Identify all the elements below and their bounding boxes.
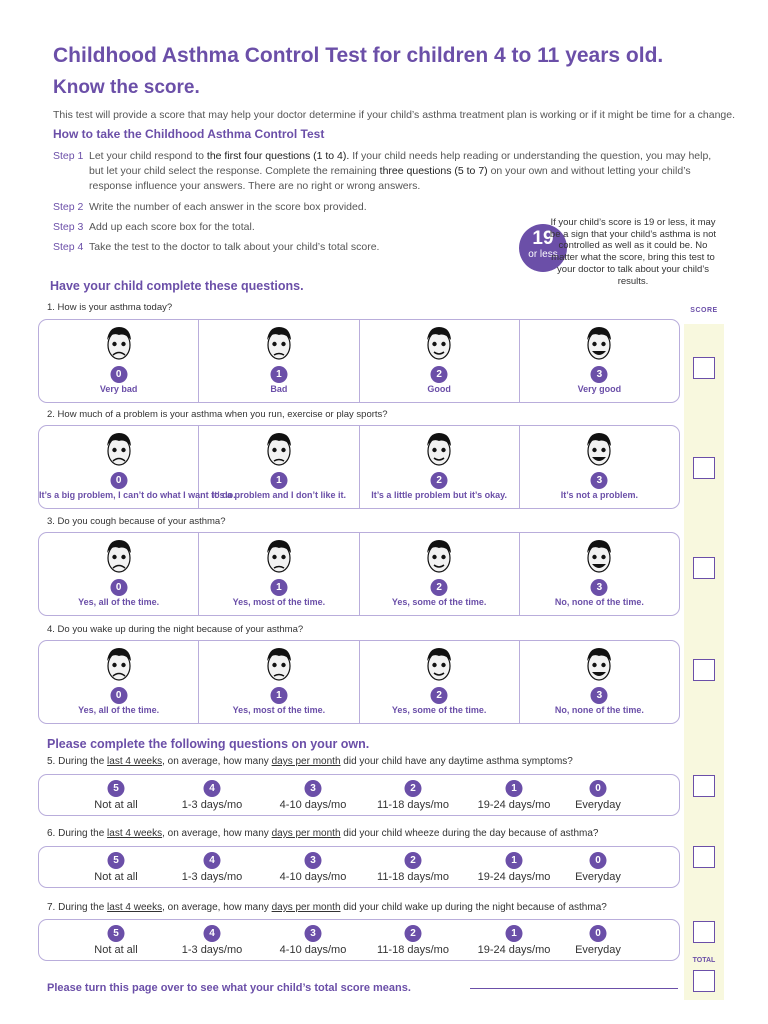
question-text: did your child wake up during the night because of asthma? xyxy=(340,902,607,913)
answer-label: 11-18 days/mo xyxy=(377,944,449,956)
answer-number: 2 xyxy=(405,925,422,942)
answer-label: Yes, most of the time. xyxy=(232,597,326,607)
happy-face-icon xyxy=(423,430,455,470)
answer-number: 3 xyxy=(591,579,608,596)
answer-option[interactable] xyxy=(360,426,520,508)
answer-label: 19-24 days/mo xyxy=(477,799,551,811)
question-emphasis: days per month xyxy=(271,902,341,913)
answer-number: 2 xyxy=(431,687,448,704)
answer-label: It’s not a problem. xyxy=(560,490,638,500)
sad-face-icon xyxy=(103,430,135,470)
step-4 xyxy=(53,240,493,255)
answer-option[interactable] xyxy=(39,320,199,402)
answer-option[interactable] xyxy=(360,641,520,723)
answer-number: 1 xyxy=(506,925,523,942)
answer-number: 0 xyxy=(110,472,127,489)
answer-number: 5 xyxy=(108,780,125,797)
step-2 xyxy=(53,200,713,215)
step-3 xyxy=(53,220,493,235)
question-7 xyxy=(47,902,607,913)
answer-number: 0 xyxy=(110,579,127,596)
score-box-q3[interactable] xyxy=(693,557,715,579)
footer-note: Please turn this page over to see what your child’s total score means. xyxy=(47,982,411,994)
answer-label: Everyday xyxy=(575,871,621,883)
step-text: Add up each score box for the total. xyxy=(89,221,255,233)
score-box-total[interactable] xyxy=(693,970,715,992)
answer-label: It’s a little problem but it’s okay. xyxy=(371,490,507,500)
sad-face-icon xyxy=(103,645,135,685)
happy-face-icon xyxy=(423,324,455,364)
question-2: 2. How much of a problem is your asthma when you run, exercise or play sports? xyxy=(47,409,388,420)
answer-number: 2 xyxy=(431,472,448,489)
answer-option[interactable] xyxy=(199,426,359,508)
answer-number: 5 xyxy=(108,925,125,942)
answer-number: 1 xyxy=(270,687,287,704)
answer-label: Yes, all of the time. xyxy=(78,597,160,607)
answer-label: Good xyxy=(427,384,451,394)
answer-label: Yes, some of the time. xyxy=(391,597,487,607)
intro-text: This test will provide a score that may help your doctor determine if your child’s asthma treatment plan is working or if it might be time for a change. xyxy=(53,109,736,121)
answer-option[interactable] xyxy=(520,320,679,402)
score-label: SCORE xyxy=(690,307,718,314)
answer-number: 4 xyxy=(204,780,221,797)
answer-option[interactable] xyxy=(520,533,679,615)
answer-label: 19-24 days/mo xyxy=(477,944,551,956)
answer-label: 4-10 days/mo xyxy=(279,871,347,883)
question-text: , on average, how many xyxy=(162,902,272,913)
answer-option[interactable] xyxy=(39,533,199,615)
question-emphasis: days per month xyxy=(271,828,341,839)
unhappy-face-icon xyxy=(263,645,295,685)
answer-option[interactable] xyxy=(39,641,199,723)
answer-number: 4 xyxy=(204,852,221,869)
answer-card-q5 xyxy=(38,774,680,816)
answer-number: 3 xyxy=(591,472,608,489)
step-label: Step 2 xyxy=(53,201,84,213)
answer-option[interactable] xyxy=(199,641,359,723)
answer-number: 0 xyxy=(590,852,607,869)
answer-label: 4-10 days/mo xyxy=(279,944,347,956)
step-label: Step 4 xyxy=(53,241,84,253)
answer-label: Everyday xyxy=(575,944,621,956)
section-heading-parent: Please complete the following questions on your own. xyxy=(47,737,370,751)
question-text: , on average, how many xyxy=(162,756,272,767)
question-3: 3. Do you cough because of your asthma? xyxy=(47,516,226,527)
step-emphasis: the first four questions (1 to 4). xyxy=(206,150,350,162)
question-emphasis: last 4 weeks xyxy=(107,828,163,839)
answer-label: Bad xyxy=(270,384,288,394)
unhappy-face-icon xyxy=(263,324,295,364)
answer-number: 1 xyxy=(270,579,287,596)
answer-label: Not at all xyxy=(94,871,138,883)
answer-number: 0 xyxy=(590,925,607,942)
answer-card-q1 xyxy=(38,319,680,403)
question-5 xyxy=(47,756,573,767)
answer-label: Yes, most of the time. xyxy=(232,705,326,715)
answer-card-q6 xyxy=(38,846,680,888)
answer-label: 19-24 days/mo xyxy=(477,871,551,883)
step-label: Step 3 xyxy=(53,221,84,233)
answer-label: 1-3 days/mo xyxy=(181,799,243,811)
answer-card-q2 xyxy=(38,425,680,509)
very-happy-face-icon xyxy=(583,537,615,577)
answer-number: 5 xyxy=(108,852,125,869)
answer-number: 0 xyxy=(110,366,127,383)
footer-rule xyxy=(470,988,678,989)
question-text: did your child wheeze during the day because of asthma? xyxy=(340,828,599,839)
step-text: Let your child respond to xyxy=(89,150,207,162)
answer-card-q4 xyxy=(38,640,680,724)
answer-label: Not at all xyxy=(94,944,138,956)
question-text: 6. During the xyxy=(47,828,108,839)
sad-face-icon xyxy=(103,537,135,577)
answer-label: Yes, some of the time. xyxy=(391,705,487,715)
answer-option[interactable] xyxy=(520,426,679,508)
happy-face-icon xyxy=(423,537,455,577)
step-text: on your own and without letting your child’s response influence your answers. There are no right or wrong answers. xyxy=(89,165,691,192)
answer-option[interactable] xyxy=(360,533,520,615)
score-box-q6[interactable] xyxy=(693,846,715,868)
answer-number: 3 xyxy=(591,366,608,383)
answer-number: 1 xyxy=(506,852,523,869)
question-1: 1. How is your asthma today? xyxy=(47,302,173,313)
answer-card-q7 xyxy=(38,919,680,961)
badge-text: or less xyxy=(528,249,558,260)
question-text: 7. During the xyxy=(47,902,108,913)
step-text: Take the test to the doctor to talk about your child’s total score. xyxy=(89,241,380,253)
badge-number: 19 xyxy=(532,228,554,249)
answer-number: 0 xyxy=(110,687,127,704)
answer-label: 1-3 days/mo xyxy=(181,871,243,883)
answer-label: 1-3 days/mo xyxy=(181,944,243,956)
step-text: If your child needs help reading or understanding the question, you may help, but let your child select the response. Complete the remaining xyxy=(89,150,712,177)
score-warning: If your child’s score is 19 or less, it may be a sign that your child’s asthma is not controlled as well as it could be. No matter what the score, bring this test to your doctor to talk about your child’s results. xyxy=(549,217,717,287)
answer-number: 2 xyxy=(405,852,422,869)
answer-label: It’s a problem and I don’t like it. xyxy=(211,490,346,500)
happy-face-icon xyxy=(423,645,455,685)
question-emphasis: days per month xyxy=(271,756,341,767)
question-emphasis: last 4 weeks xyxy=(107,902,163,913)
answer-label: No, none of the time. xyxy=(554,705,644,715)
answer-number: 3 xyxy=(305,852,322,869)
score-box-q4[interactable] xyxy=(693,659,715,681)
question-text: , on average, how many xyxy=(162,828,272,839)
score-box-q2[interactable] xyxy=(693,457,715,479)
answer-number: 3 xyxy=(305,925,322,942)
answer-option[interactable] xyxy=(39,426,236,508)
step-text: Write the number of each answer in the score box provided. xyxy=(89,201,367,213)
answer-option[interactable] xyxy=(520,641,679,723)
answer-number: 1 xyxy=(270,366,287,383)
very-happy-face-icon xyxy=(583,645,615,685)
page-subtitle: Know the score. xyxy=(53,77,200,98)
step-emphasis: three questions (5 to 7) xyxy=(379,165,488,177)
step-label: Step 1 xyxy=(53,150,84,162)
answer-number: 2 xyxy=(431,366,448,383)
answer-label: Very good xyxy=(577,384,622,394)
answer-number: 2 xyxy=(405,780,422,797)
very-happy-face-icon xyxy=(583,324,615,364)
answer-number: 2 xyxy=(431,579,448,596)
unhappy-face-icon xyxy=(263,430,295,470)
answer-number: 3 xyxy=(305,780,322,797)
answer-label: 11-18 days/mo xyxy=(377,799,449,811)
page-title: Childhood Asthma Control Test for children 4 to 11 years old. xyxy=(53,44,664,67)
answer-option[interactable] xyxy=(360,320,520,402)
question-text: 5. During the xyxy=(47,756,108,767)
answer-label: Yes, all of the time. xyxy=(78,705,160,715)
answer-number: 1 xyxy=(506,780,523,797)
answer-option[interactable] xyxy=(199,320,359,402)
answer-number: 0 xyxy=(590,780,607,797)
answer-option[interactable] xyxy=(199,533,359,615)
answer-number: 1 xyxy=(270,472,287,489)
question-emphasis: last 4 weeks xyxy=(107,756,163,767)
step-1 xyxy=(53,149,713,194)
answer-number: 4 xyxy=(204,925,221,942)
answer-number: 3 xyxy=(591,687,608,704)
section-heading-child: Have your child complete these questions. xyxy=(50,279,304,293)
unhappy-face-icon xyxy=(263,537,295,577)
question-6 xyxy=(47,828,598,839)
answer-label: 4-10 days/mo xyxy=(279,799,347,811)
answer-label: Not at all xyxy=(94,799,138,811)
score-box-q1[interactable] xyxy=(693,357,715,379)
sad-face-icon xyxy=(103,324,135,364)
answer-label: Very bad xyxy=(99,384,138,394)
howto-heading: How to take the Childhood Asthma Control Test xyxy=(53,127,325,141)
score-box-q7[interactable] xyxy=(693,921,715,943)
answer-card-q3 xyxy=(38,532,680,616)
total-label: TOTAL xyxy=(692,957,716,964)
question-text: did your child have any daytime asthma symptoms? xyxy=(340,756,573,767)
question-4: 4. Do you wake up during the night because of your asthma? xyxy=(47,624,304,635)
answer-label: 11-18 days/mo xyxy=(377,871,449,883)
very-happy-face-icon xyxy=(583,430,615,470)
score-box-q5[interactable] xyxy=(693,775,715,797)
answer-label: It’s a big problem, I can’t do what I want to do. xyxy=(39,490,236,500)
answer-label: No, none of the time. xyxy=(554,597,644,607)
answer-label: Everyday xyxy=(575,799,621,811)
